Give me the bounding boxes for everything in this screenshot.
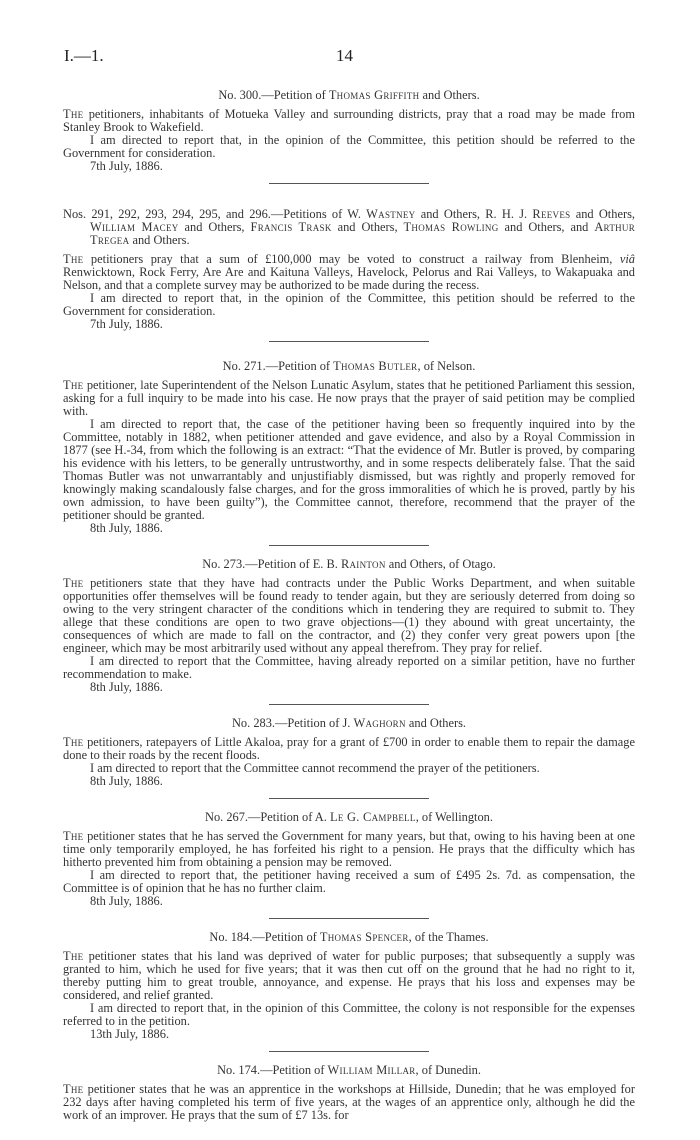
petition-300 xyxy=(63,89,635,184)
petition-body xyxy=(63,1083,635,1122)
body-lead: The xyxy=(63,829,84,843)
section-divider xyxy=(269,1051,429,1052)
report-date: 8th July, 1886. xyxy=(90,680,163,694)
body-lead: The xyxy=(63,107,84,121)
heading-text: and Others. xyxy=(405,716,466,730)
body-text: petitioners, ratepayers of Little Akaloa, pray for a grant of £700 in order to enable them to repair the damage done to their roads by the recent floods. xyxy=(63,735,635,762)
heading-text: and Others, xyxy=(570,207,635,221)
petition-273 xyxy=(63,558,635,705)
report-date: 8th July, 1886. xyxy=(90,521,163,535)
petition-heading xyxy=(63,1064,635,1077)
committee-report: I am directed to report that, the case of the petitioner having been so frequently inquired into by the Committee, notably in 1882, when petitioner attended and gave evidence, and also by a Royal Commission in 1877 (see H.-34, from which the following is an extract: “That the evidence of Mr. Butler is proved, by comparing his evidence with his letters, to be generally untrustworthy, and in some respects deliberately false. That the said Thomas Butler was not unwarrantably and unjustifiably dismissed, but was rightly and properly removed for knowingly making scandalously false charges, and for the gross immoralities of which he is proved, partly by his own admission, to have been guilty”), the Committee cannot, therefore, recommend that the prayer of the petitioner should be granted. xyxy=(63,417,635,522)
section-divider xyxy=(269,704,429,705)
section-divider xyxy=(269,183,429,184)
body-text: petitioners state that they have had contracts under the Public Works Department, and when suitable opportunities offer themselves will be found ready to tender again, but they are seriously deterred from doing so owing to the very stringent character of the conditions which in tendering they are required to submit to. They allege that these conditions are open to two grave objections—(1) they abound with great uncertainty, the consequences of which are made to fall on the contractor, and (2) they confer very great powers upon [the engineer, which may be most arbitrarily used without any appeal therefrom. They pray for relief. xyxy=(63,576,635,655)
body-lead: The xyxy=(63,1082,84,1096)
heading-text: , of the Thames. xyxy=(408,930,489,944)
petition-body xyxy=(63,736,635,762)
document-reference: I.—1. xyxy=(64,46,104,65)
committee-report: I am directed to report that, in the opinion of this Committee, the colony is not responsible for the expenses referred to in the petition. xyxy=(63,1001,635,1028)
petition-heading xyxy=(63,811,635,824)
heading-text: and Others, and xyxy=(498,220,595,234)
petition-271 xyxy=(63,360,635,546)
petitioner-name: Wastney xyxy=(366,207,416,221)
heading-text: No. 267.—Petition of A. xyxy=(205,810,330,824)
petition-body xyxy=(63,253,635,292)
petitioner-name: Reeves xyxy=(532,207,571,221)
report-date: 8th July, 1886. xyxy=(90,894,163,908)
heading-text: No. 273.—Petition of E. B. xyxy=(202,557,341,571)
body-lead: The xyxy=(63,252,84,266)
petition-body xyxy=(63,577,635,655)
petitioner-name: Thomas Butler xyxy=(333,359,418,373)
body-text: Renwicktown, Rock Ferry, Are Are and Kaituna Valleys, Havelock, Pelorus and Rai Valleys, to Wakapuaka and Nelson, and that a complete survey may be authorized to be made during the recess. xyxy=(63,265,635,292)
petition-body xyxy=(63,950,635,1002)
petition-heading xyxy=(63,89,635,102)
petitioner-name: Rainton xyxy=(340,557,386,571)
body-text: petitioner states that his land was deprived of water for public purposes; that subsequently a supply was granted to him, which he used for five years; that it was then cut off on the ground that he had no right to it, thereby putting him to great trouble, annoyance, and expense. He prays that his loss and expenses may be considered, and relief granted. xyxy=(63,949,635,1002)
section-divider xyxy=(269,545,429,546)
heading-text: No. 271.—Petition of xyxy=(222,359,334,373)
committee-report: I am directed to report that, in the opinion of the Committee, this petition should be referred to the Government for consideration. xyxy=(63,133,635,160)
petitioner-name: Thomas Griffith xyxy=(328,88,420,102)
petition-267 xyxy=(63,811,635,919)
petitioner-name: Francis Trask xyxy=(250,220,332,234)
body-text-italic: viâ xyxy=(619,252,635,266)
petitioner-name: Thomas Rowling xyxy=(403,220,499,234)
petition-body xyxy=(63,830,635,869)
heading-text: and Others. xyxy=(129,233,190,247)
petition-body xyxy=(63,108,635,134)
petition-283 xyxy=(63,717,635,799)
heading-text: , of Nelson. xyxy=(417,359,476,373)
section-divider xyxy=(269,918,429,919)
section-divider xyxy=(269,798,429,799)
report-date: 8th July, 1886. xyxy=(90,774,163,788)
page-number: 14 xyxy=(336,46,353,65)
petitioner-name: Thomas Spencer xyxy=(319,930,409,944)
body-text: petitioners pray that a sum of £100,000 may be voted to construct a railway from Blenheim, xyxy=(83,252,620,266)
heading-text: and Others. xyxy=(419,88,480,102)
heading-text: and Others, of Otago. xyxy=(385,557,496,571)
petition-heading xyxy=(63,931,635,944)
heading-text: , of Wellington. xyxy=(415,810,493,824)
heading-text: Nos. 291, 292, 293, 294, 295, and 296.—Petitions of W. xyxy=(63,207,367,221)
heading-text: and Others, R. H. J. xyxy=(415,207,533,221)
petitioner-name: William Millar xyxy=(327,1063,416,1077)
heading-text: and Others, xyxy=(331,220,404,234)
report-date: 7th July, 1886. xyxy=(90,159,163,173)
petition-body xyxy=(63,379,635,418)
body-text: petitioner states that he has served the Government for many years, but that, owing to his having been at one time only temporarily employed, he has forfeited his right to a pension. He prays that the difficulty which has hitherto prevented him from obtaining a pension may be removed. xyxy=(63,829,635,869)
page-content xyxy=(63,89,635,1122)
petition-heading xyxy=(63,558,635,571)
body-text: petitioners, inhabitants of Motueka Valley and surrounding districts, pray that a road may be made from Stanley Brook to Wakefield. xyxy=(63,107,635,134)
committee-report: I am directed to report that the Committee cannot recommend the prayer of the petitioners. xyxy=(90,761,540,775)
petition-heading xyxy=(63,717,635,730)
report-date: 7th July, 1886. xyxy=(90,317,163,331)
section-divider xyxy=(269,341,429,342)
petition-heading xyxy=(63,208,635,247)
petition-heading xyxy=(63,360,635,373)
committee-report: I am directed to report that, the petitioner having received a sum of £495 2s. 7d. as compensation, the Committee is of opinion that he has no further claim. xyxy=(63,868,635,895)
petitioner-name: Arthur Tregea xyxy=(90,220,636,247)
petition-184 xyxy=(63,931,635,1052)
heading-text: No. 283.—Petition of J. xyxy=(231,716,354,730)
petitioner-name: William Macey xyxy=(90,220,179,234)
committee-report: I am directed to report that, in the opinion of the Committee, this petition should be referred to the Government for consideration. xyxy=(63,291,635,318)
report-date: 13th July, 1886. xyxy=(90,1027,170,1041)
body-lead: The xyxy=(63,378,84,392)
body-text: petitioner states that he was an apprentice in the workshops at Hillside, Dunedin; that he was employed for 232 days after having completed his term of five years, at the wages of an apprentice only, although he did the work of an improver. He prays that the sum of £7 13s. for xyxy=(63,1082,635,1122)
petitioner-name: Waghorn xyxy=(353,716,406,730)
petitioner-name: Le G. Campbell xyxy=(329,810,416,824)
heading-text: No. 174.—Petition of xyxy=(217,1063,328,1077)
heading-text: No. 300.—Petition of xyxy=(218,88,329,102)
body-text: petitioner, late Superintendent of the Nelson Lunatic Asylum, states that he petitioned Parliament this session, asking for a full inquiry to be made into his case. He now prays that the prayer of said petition may be complied with. xyxy=(63,378,635,418)
body-lead: The xyxy=(63,576,84,590)
petition-174 xyxy=(63,1064,635,1122)
body-lead: The xyxy=(63,949,84,963)
committee-report: I am directed to report that the Committee, having already reported on a similar petition, have no further recommendation to make. xyxy=(63,654,635,681)
petition-291-296 xyxy=(63,208,635,342)
heading-text: No. 184.—Petition of xyxy=(209,930,320,944)
body-lead: The xyxy=(63,735,84,749)
heading-text: , of Dunedin. xyxy=(415,1063,481,1077)
heading-text: and Others, xyxy=(178,220,251,234)
